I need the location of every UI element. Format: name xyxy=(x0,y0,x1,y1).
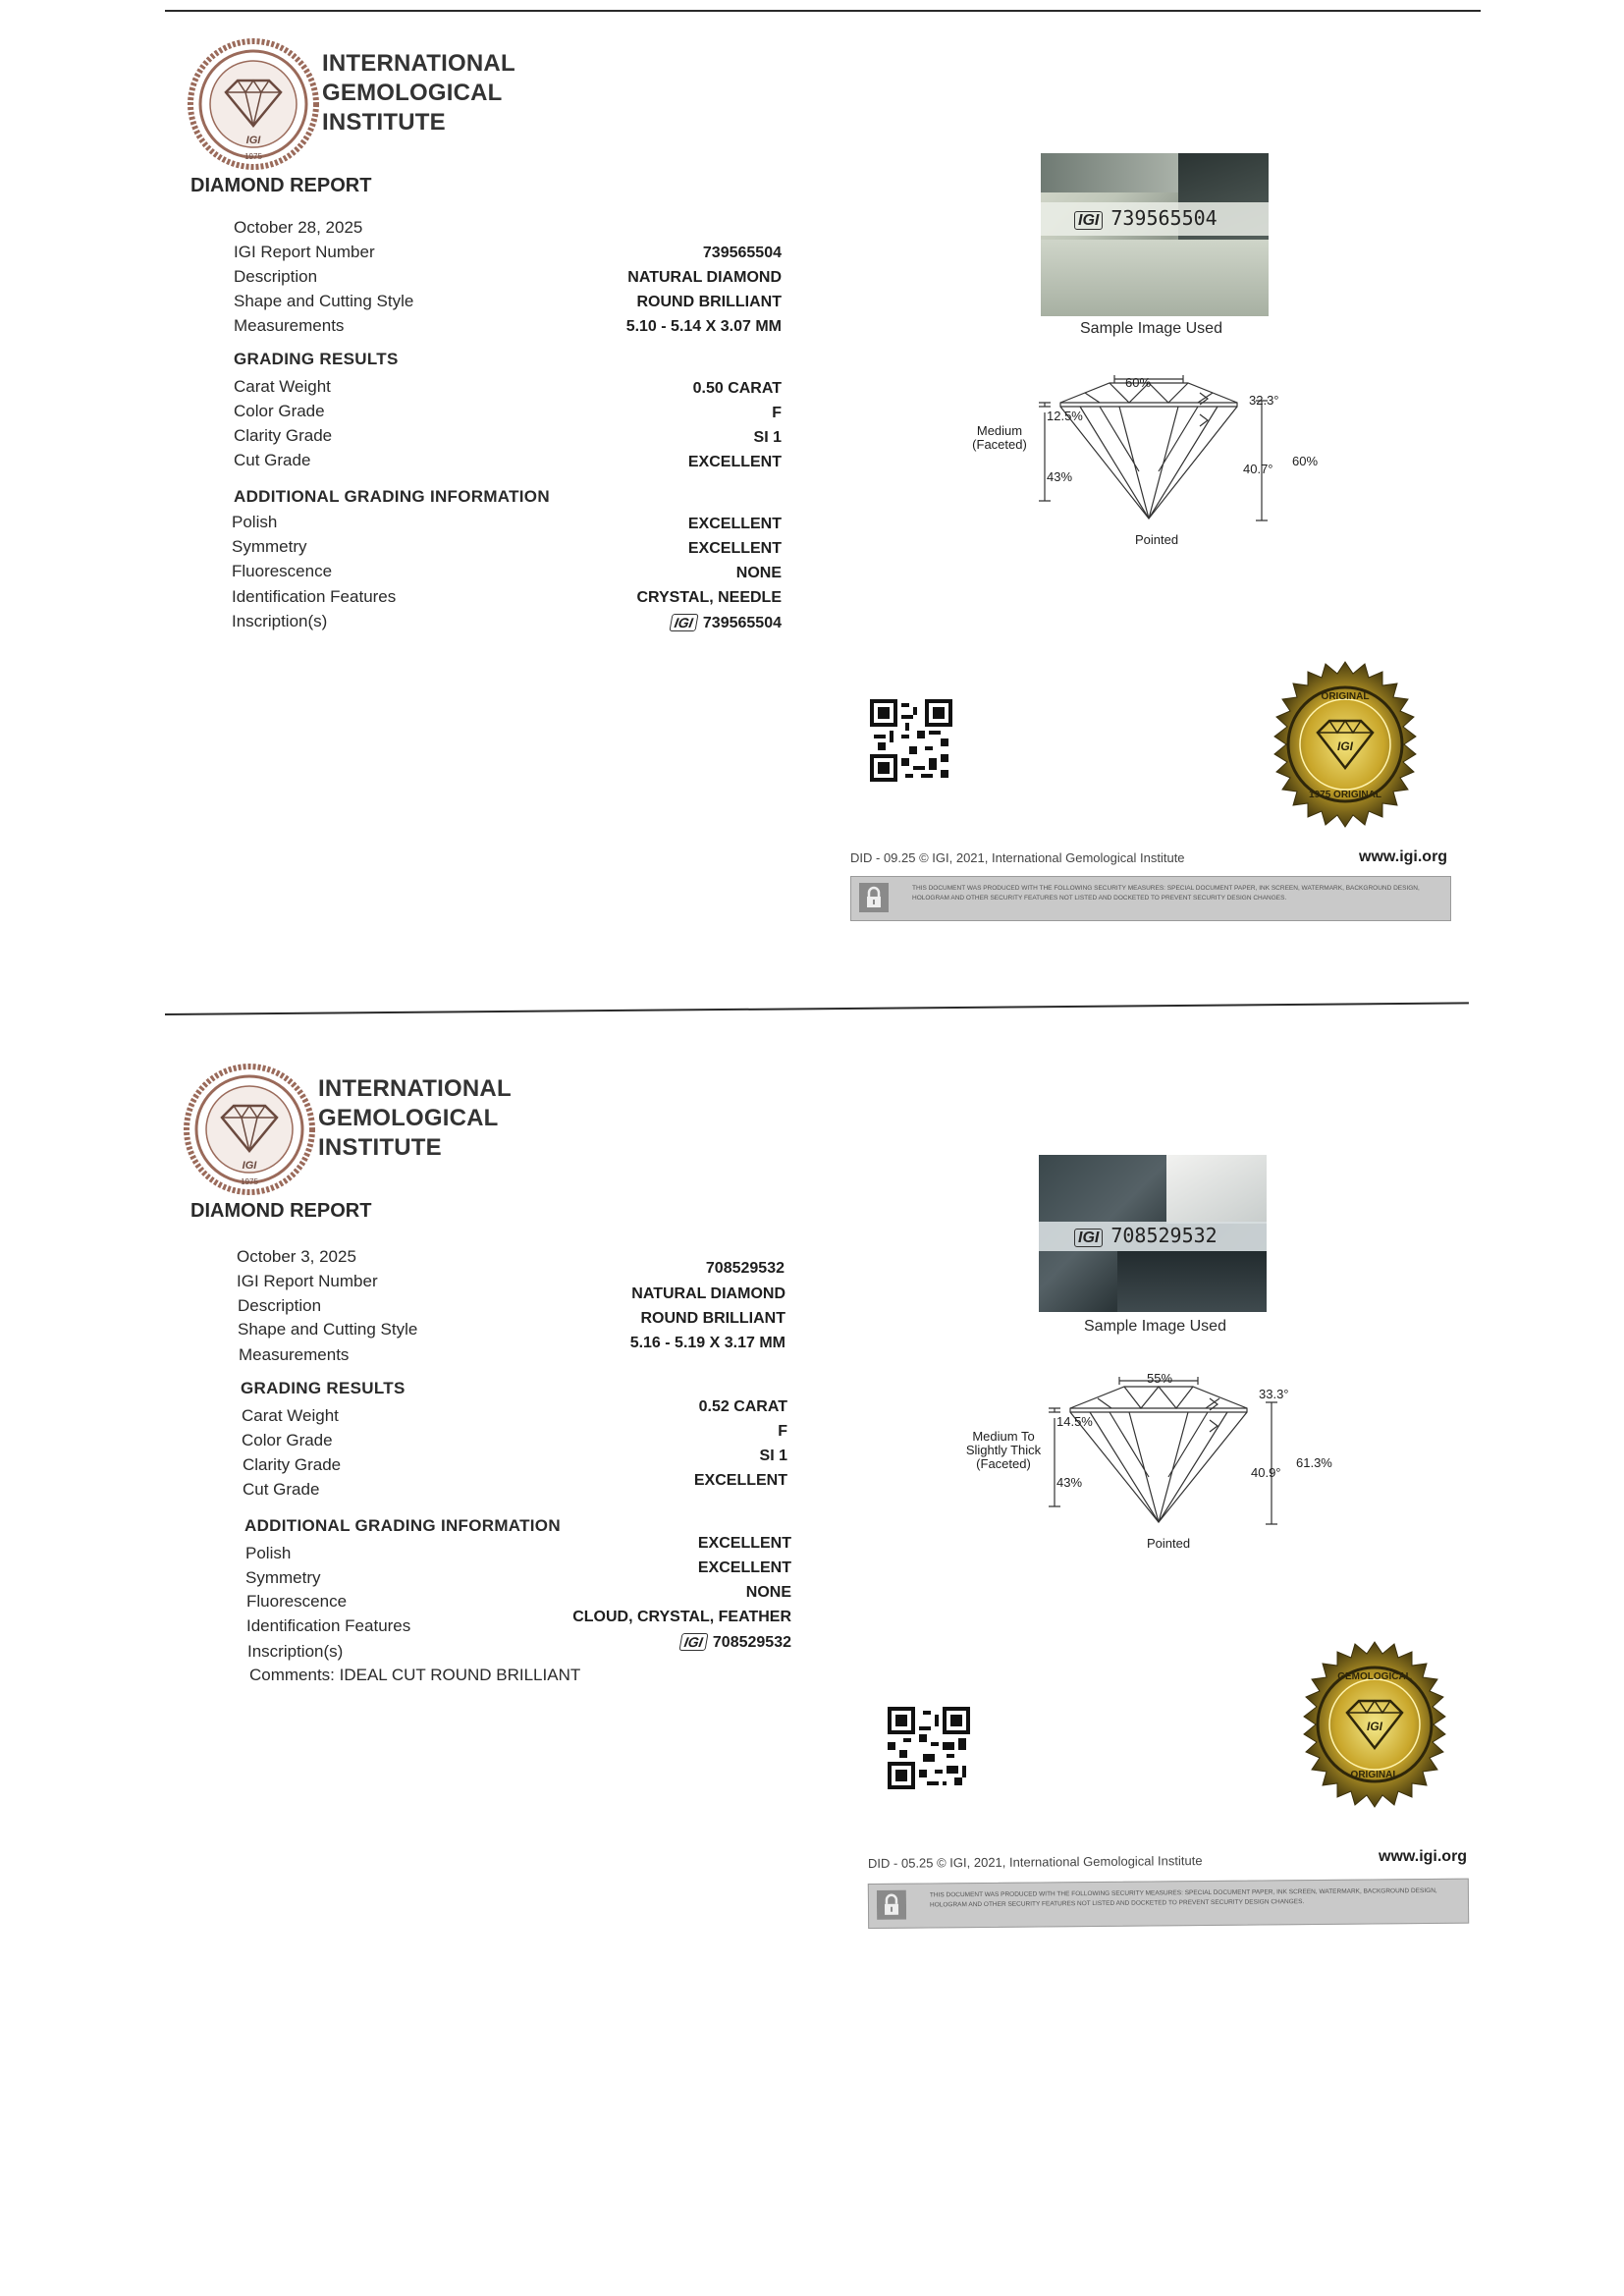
crown-height: 12.5% xyxy=(1047,409,1083,423)
igi-inscription-icon: IGI xyxy=(679,1633,709,1651)
value-cut: EXCELLENT xyxy=(687,454,782,470)
svg-text:IGI: IGI xyxy=(242,1160,257,1172)
label-identification: Identification Features xyxy=(246,1616,411,1635)
svg-text:ORIGINAL: ORIGINAL xyxy=(1350,1770,1399,1780)
igi-inscription-icon: IGI xyxy=(1074,1229,1103,1247)
value-identification: CRYSTAL, NEEDLE xyxy=(636,589,782,606)
pavilion-angle: 40.7° xyxy=(1243,462,1273,476)
value-report-number: 739565504 xyxy=(702,245,782,261)
value-polish: EXCELLENT xyxy=(687,516,782,532)
value-inscriptions-number: 739565504 xyxy=(702,615,782,631)
report-title: DIAMOND REPORT xyxy=(190,1200,372,1222)
comments: Comments: IDEAL CUT ROUND BRILLIANT xyxy=(249,1666,581,1684)
photo-caption: Sample Image Used xyxy=(1084,1318,1226,1335)
crown-angle: 32.3° xyxy=(1249,393,1279,408)
label-shape: Shape and Cutting Style xyxy=(234,292,414,310)
svg-text:ORIGINAL: ORIGINAL xyxy=(1321,691,1370,702)
document-id: DID - 05.25 © IGI, 2021, International Gemological Institute xyxy=(867,1853,1203,1871)
website-link[interactable]: www.igi.org xyxy=(1379,1848,1468,1865)
svg-text:1975: 1975 xyxy=(244,152,262,161)
qr-code-icon xyxy=(888,1707,970,1789)
hologram-seal-icon xyxy=(1286,1640,1463,1817)
org-name-line-3: INSTITUTE xyxy=(318,1134,442,1161)
svg-text:1975: 1975 xyxy=(241,1177,258,1186)
value-fluorescence: NONE xyxy=(745,1584,791,1601)
value-measurements: 5.10 - 5.14 X 3.07 MM xyxy=(625,318,782,335)
svg-text:IGI: IGI xyxy=(245,135,261,146)
value-carat: 0.50 CARAT xyxy=(692,380,782,397)
section-grading-results: GRADING RESULTS xyxy=(241,1379,406,1397)
org-name-line-1: INTERNATIONAL xyxy=(318,1075,512,1102)
section-additional-info: ADDITIONAL GRADING INFORMATION xyxy=(244,1516,561,1535)
svg-text:1975 ORIGINAL: 1975 ORIGINAL xyxy=(1309,790,1381,800)
label-carat: Carat Weight xyxy=(234,377,331,396)
value-description: NATURAL DIAMOND xyxy=(627,269,782,286)
security-bar xyxy=(868,1879,1469,1929)
qr-code-icon xyxy=(870,699,952,782)
report-date: October 28, 2025 xyxy=(234,218,363,237)
value-inscriptions-number: 708529532 xyxy=(712,1634,791,1651)
value-shape: ROUND BRILLIANT xyxy=(636,294,782,310)
top-rule xyxy=(165,10,1481,12)
photo-inscription: IGI 739565504 xyxy=(1074,206,1218,230)
girdle-description: Medium To Slightly Thick (Faceted) xyxy=(965,1429,1042,1471)
label-color: Color Grade xyxy=(234,402,325,420)
section-grading-results: GRADING RESULTS xyxy=(234,350,399,368)
lock-icon xyxy=(877,1890,906,1920)
value-measurements: 5.16 - 5.19 X 3.17 MM xyxy=(629,1335,785,1351)
girdle-description: Medium (Faceted) xyxy=(972,423,1027,452)
certificate-2 xyxy=(0,992,1624,1964)
org-name-line-3: INSTITUTE xyxy=(322,109,446,136)
label-measurements: Measurements xyxy=(234,316,345,335)
top-rule xyxy=(165,1002,1469,1015)
total-depth: 61.3% xyxy=(1296,1455,1332,1470)
value-clarity: SI 1 xyxy=(759,1448,787,1464)
value-inscriptions xyxy=(671,614,782,632)
report-date: October 3, 2025 xyxy=(237,1247,356,1266)
value-clarity: SI 1 xyxy=(753,429,782,446)
value-symmetry: EXCELLENT xyxy=(697,1559,791,1576)
org-name xyxy=(318,1074,512,1163)
lock-icon xyxy=(859,883,889,912)
igi-inscription-icon: IGI xyxy=(670,614,699,631)
girdle-inscription-photo xyxy=(1039,1155,1267,1312)
value-shape: ROUND BRILLIANT xyxy=(640,1310,785,1327)
value-symmetry: EXCELLENT xyxy=(687,540,782,557)
section-additional-info: ADDITIONAL GRADING INFORMATION xyxy=(234,487,550,506)
pavilion-angle: 40.9° xyxy=(1251,1465,1281,1480)
igi-inscription-icon: IGI xyxy=(1074,211,1103,230)
label-measurements: Measurements xyxy=(239,1345,350,1364)
label-carat: Carat Weight xyxy=(242,1406,339,1425)
org-name-line-1: INTERNATIONAL xyxy=(322,50,515,77)
org-name-line-2: GEMOLOGICAL xyxy=(318,1105,499,1131)
label-fluorescence: Fluorescence xyxy=(232,562,333,580)
crown-angle: 33.3° xyxy=(1259,1387,1289,1401)
photo-caption: Sample Image Used xyxy=(1080,320,1222,337)
report-title: DIAMOND REPORT xyxy=(190,175,372,196)
value-cut: EXCELLENT xyxy=(693,1472,787,1489)
label-clarity: Clarity Grade xyxy=(234,426,333,445)
svg-text:IGI: IGI xyxy=(1336,739,1354,753)
label-cut: Cut Grade xyxy=(234,451,311,469)
label-cut: Cut Grade xyxy=(243,1480,320,1499)
label-fluorescence: Fluorescence xyxy=(246,1592,348,1611)
svg-text:GEMOLOGICAL: GEMOLOGICAL xyxy=(1337,1671,1412,1682)
value-carat: 0.52 CARAT xyxy=(698,1398,787,1415)
photo-inscription: IGI 708529532 xyxy=(1074,1224,1218,1247)
value-identification: CLOUD, CRYSTAL, FEATHER xyxy=(572,1609,791,1625)
label-description: Description xyxy=(238,1296,322,1315)
table-percent: 55% xyxy=(1147,1371,1173,1386)
label-report-number: IGI Report Number xyxy=(237,1272,378,1290)
proportions-diagram xyxy=(943,373,1335,550)
value-description: NATURAL DIAMOND xyxy=(631,1285,785,1302)
certificate-1 xyxy=(0,0,1624,972)
value-report-number: 708529532 xyxy=(705,1260,785,1277)
label-report-number: IGI Report Number xyxy=(234,243,375,261)
label-polish: Polish xyxy=(232,513,278,531)
pavilion-depth: 43% xyxy=(1047,469,1073,484)
label-clarity: Clarity Grade xyxy=(243,1455,342,1474)
value-fluorescence: NONE xyxy=(735,565,782,581)
value-color: F xyxy=(778,1423,787,1440)
culet: Pointed xyxy=(1135,532,1179,547)
value-color: F xyxy=(772,405,782,421)
website-link[interactable]: www.igi.org xyxy=(1359,848,1448,865)
girdle-inscription-photo xyxy=(1041,153,1269,316)
org-name xyxy=(322,49,515,137)
label-description: Description xyxy=(234,267,318,286)
proportions-diagram xyxy=(952,1371,1345,1552)
org-name-line-2: GEMOLOGICAL xyxy=(322,80,503,106)
document-id: DID - 09.25 © IGI, 2021, International Gemological Institute xyxy=(850,850,1185,865)
table-percent: 60% xyxy=(1125,375,1152,390)
hologram-seal-icon xyxy=(1257,660,1434,837)
label-inscriptions: Inscription(s) xyxy=(247,1642,344,1661)
security-notice: THIS DOCUMENT WAS PRODUCED WITH THE FOLLOWING SECURITY MEASURES: SPECIAL DOCUMENT PAPER, INK SCREEN, WATERMARK, BACKGROUND DESIGN, HOLOGRAM AND OTHER SECURITY FEATURES NOT LISTED AND DOCKETED TO PREVENT SECURITY DESIGN CHANGES. xyxy=(912,885,1420,902)
value-polish: EXCELLENT xyxy=(697,1535,791,1552)
label-shape: Shape and Cutting Style xyxy=(238,1320,418,1339)
security-notice: THIS DOCUMENT WAS PRODUCED WITH THE FOLLOWING SECURITY MEASURES: SPECIAL DOCUMENT PAPER, INK SCREEN, WATERMARK, BACKGROUND DESIGN, HOLOGRAM AND OTHER SECURITY FEATURES NOT LISTED AND DOCKETED TO PREVENT SECURITY DESIGN CHANGES. xyxy=(929,1886,1437,1909)
total-depth: 60% xyxy=(1292,454,1319,468)
label-symmetry: Symmetry xyxy=(245,1568,321,1587)
pavilion-depth: 43% xyxy=(1056,1475,1083,1490)
label-polish: Polish xyxy=(245,1544,292,1562)
culet: Pointed xyxy=(1147,1536,1191,1551)
igi-seal-logo xyxy=(187,37,320,171)
value-inscriptions xyxy=(680,1633,791,1652)
label-color: Color Grade xyxy=(242,1431,333,1449)
label-symmetry: Symmetry xyxy=(232,537,307,556)
label-identification: Identification Features xyxy=(232,587,397,606)
security-bar xyxy=(850,876,1451,921)
label-inscriptions: Inscription(s) xyxy=(232,612,328,630)
crown-height: 14.5% xyxy=(1056,1414,1093,1429)
svg-text:IGI: IGI xyxy=(1366,1720,1383,1733)
igi-seal-logo xyxy=(183,1063,316,1196)
